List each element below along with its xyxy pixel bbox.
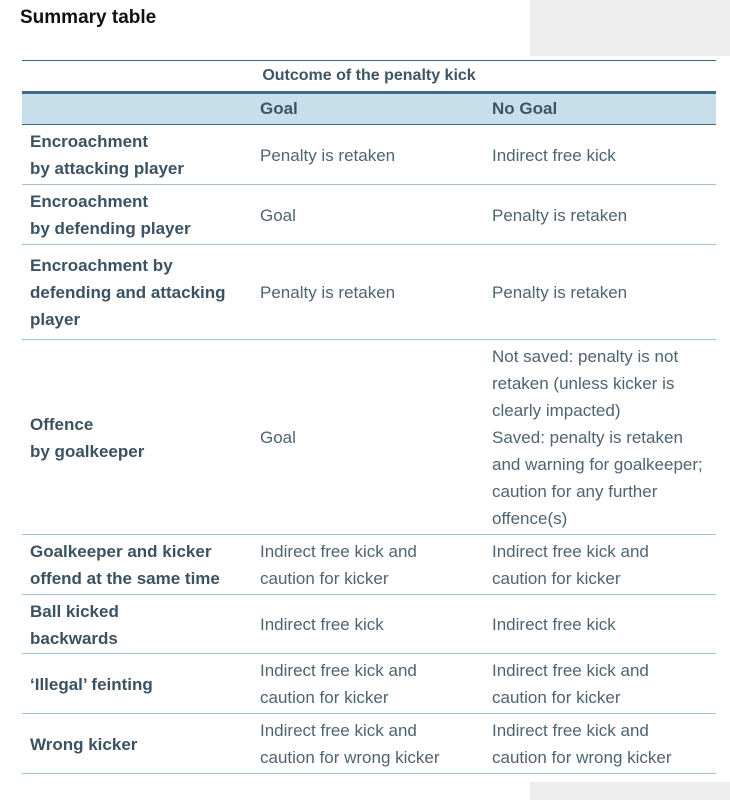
- cell-text-line: Offence: [30, 414, 94, 434]
- cell-text-line: offend at the same time: [30, 569, 220, 588]
- no-goal-outcome-cell: [484, 654, 716, 714]
- cell-text-line: Encroachment: [30, 132, 149, 151]
- cell-text-line: player: [30, 310, 81, 329]
- cell-text-line: Penalty is retaken: [492, 283, 628, 302]
- cell-text-line: by attacking player: [30, 159, 185, 178]
- cell-text-line: backwards: [30, 628, 118, 648]
- row-label-cell: [22, 654, 252, 714]
- cell-text-line: caution for wrong kicker: [492, 748, 672, 767]
- cell-text-line: caution for kicker: [260, 688, 389, 707]
- row-label-cell: [22, 125, 252, 185]
- cell-text-line: Wrong kicker: [30, 734, 138, 754]
- cell-text-line: Indirect free kick and: [260, 542, 417, 561]
- cell-text-line: Indirect free kick and: [492, 661, 649, 680]
- cell-text-line: Indirect free kick and: [492, 542, 649, 561]
- goal-outcome-cell: [252, 125, 484, 185]
- goal-outcome-cell: [252, 535, 484, 595]
- cell-text-line: Penalty is retaken: [492, 205, 628, 225]
- row-label-cell: [22, 595, 252, 654]
- column-header-goal: Goal: [252, 93, 484, 125]
- cell-text-line: caution for wrong kicker: [260, 748, 440, 767]
- cell-text-line: Penalty is retaken: [260, 283, 396, 302]
- table-row: [22, 340, 716, 535]
- no-goal-outcome-cell: [484, 595, 716, 654]
- cell-text-line: ‘Illegal’ feinting: [30, 674, 153, 694]
- cell-text-line: defending and attacking: [30, 283, 226, 302]
- cell-text-line: by goalkeeper: [30, 441, 145, 461]
- table-row: [22, 714, 716, 774]
- column-header-offence: [22, 93, 252, 125]
- cell-text-line: Indirect free kick and: [492, 721, 649, 740]
- cell-text-line: Goalkeeper and kicker: [30, 542, 212, 561]
- cell-text-line: caution for any further: [492, 482, 658, 501]
- outcome-header-row: [22, 61, 716, 93]
- table-row: [22, 245, 716, 340]
- outcome-header: Outcome of the penalty kick: [22, 61, 716, 93]
- cell-text-line: Indirect free kick: [492, 145, 616, 165]
- goal-outcome-cell: [252, 595, 484, 654]
- goal-outcome-cell: [252, 245, 484, 340]
- cell-text-line: caution for kicker: [260, 569, 389, 588]
- cell-text-line: Penalty is retaken: [260, 145, 396, 165]
- sidebar-panel-top: [530, 0, 730, 56]
- goal-outcome-cell: [252, 185, 484, 245]
- table-row: [22, 595, 716, 654]
- penalty-summary-table: [22, 60, 716, 774]
- goal-outcome-cell: [252, 340, 484, 535]
- cell-text-line: caution for kicker: [492, 569, 621, 588]
- cell-text-line: and warning for goalkeeper;: [492, 455, 703, 474]
- cell-text-line: Indirect free kick and: [260, 661, 417, 680]
- cell-text-line: clearly impacted): [492, 401, 621, 420]
- cell-text-line: Encroachment: [30, 192, 149, 211]
- no-goal-outcome-cell: [484, 714, 716, 774]
- table-row: [22, 535, 716, 595]
- cell-text-line: Ball kicked: [30, 601, 119, 621]
- no-goal-outcome-cell: [484, 535, 716, 595]
- no-goal-outcome-cell: [484, 245, 716, 340]
- page-title: Summary table: [20, 7, 157, 28]
- table-row: [22, 125, 716, 185]
- cell-text-line: caution for kicker: [492, 688, 621, 707]
- row-label-cell: [22, 535, 252, 595]
- table-body: [22, 125, 716, 774]
- cell-text-line: Indirect free kick: [492, 615, 616, 634]
- sidebar-panel-bottom: [530, 782, 730, 800]
- cell-text-line: Indirect free kick and: [260, 721, 417, 740]
- cell-text-line: by defending player: [30, 219, 191, 238]
- goal-outcome-cell: [252, 654, 484, 714]
- cell-text-line: Goal: [260, 205, 296, 225]
- cell-text-line: Saved: penalty is retaken: [492, 428, 683, 447]
- row-label-cell: [22, 340, 252, 535]
- cell-text-line: Encroachment by: [30, 256, 173, 275]
- cell-text-line: retaken (unless kicker is: [492, 374, 675, 393]
- table-row: [22, 185, 716, 245]
- column-header-no-goal: No Goal: [484, 93, 716, 125]
- no-goal-outcome-cell: [484, 125, 716, 185]
- goal-outcome-cell: [252, 714, 484, 774]
- row-label-cell: [22, 245, 252, 340]
- table-row: [22, 654, 716, 714]
- row-label-cell: [22, 714, 252, 774]
- cell-text-line: offence(s): [492, 509, 568, 528]
- cell-text-line: Goal: [260, 428, 296, 447]
- row-label-cell: [22, 185, 252, 245]
- no-goal-outcome-cell: [484, 185, 716, 245]
- column-header-row: [22, 93, 716, 125]
- cell-text-line: Not saved: penalty is not: [492, 347, 679, 366]
- no-goal-outcome-cell: [484, 340, 716, 535]
- cell-text-line: Indirect free kick: [260, 615, 384, 634]
